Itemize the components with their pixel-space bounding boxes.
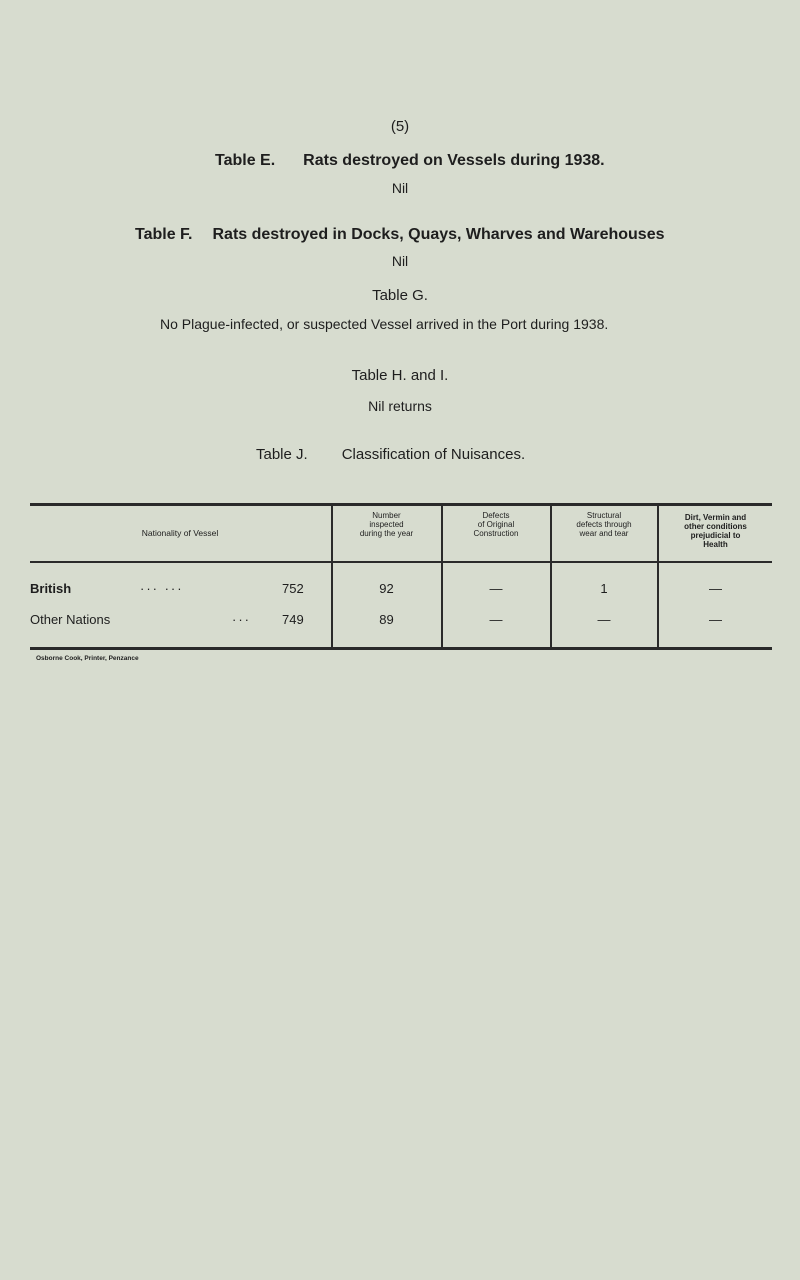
- row-vessel-count: 752: [282, 581, 304, 596]
- row-number-inspected: 92: [379, 581, 394, 596]
- table-f-label: Table F.: [135, 226, 193, 243]
- table-g-text: No Plague-infected, or suspected Vessel arrived in the Port during 1938.: [160, 316, 609, 332]
- row-dirt: —: [709, 612, 722, 627]
- row-leader-dots: ··· ···: [140, 581, 184, 596]
- page-number: (5): [390, 118, 410, 135]
- header-structural: [552, 511, 656, 538]
- header-number: [333, 511, 440, 538]
- header-line: Health: [703, 540, 728, 549]
- header-line: defects through: [576, 520, 632, 529]
- header-defects: [443, 511, 549, 538]
- table-g-label: Table G.: [372, 287, 428, 304]
- table-hi-label: Table H. and I.: [351, 367, 449, 384]
- table-j-title: Classification of Nuisances.: [341, 446, 526, 463]
- header-line: wear and tear: [579, 529, 629, 538]
- row-structural: —: [597, 612, 611, 627]
- table-e-value: Nil: [391, 180, 409, 196]
- header-line: during the year: [359, 529, 414, 538]
- header-nationality: Nationality of Vessel: [141, 528, 219, 538]
- row-leader-dots: ···: [232, 612, 251, 627]
- table-f-heading: [135, 226, 665, 244]
- row-nationality: Other Nations: [30, 612, 111, 627]
- table-j-heading: [256, 446, 525, 463]
- table-e-heading: [215, 152, 605, 170]
- header-line: inspected: [369, 520, 404, 529]
- row-vessel-count: 749: [282, 612, 304, 627]
- table-j-label: Table J.: [256, 446, 308, 463]
- header-line: Structural: [586, 511, 622, 520]
- header-line: Number: [372, 511, 401, 520]
- row-dirt: —: [709, 581, 722, 596]
- table-f-value: Nil: [391, 253, 409, 269]
- row-defects: —: [489, 612, 503, 627]
- table-f-title: Rats destroyed in Docks, Quays, Wharves and Warehouses: [212, 226, 665, 243]
- row-structural: 1: [600, 581, 608, 596]
- printer-imprint: Osborne Cook, Printer, Penzance: [36, 655, 139, 662]
- header-line: Defects: [482, 511, 510, 520]
- table-bottom-rule: [30, 647, 772, 650]
- header-line: other conditions: [684, 522, 747, 531]
- header-line: prejudicial to: [690, 531, 741, 540]
- table-top-rule: [30, 503, 772, 506]
- table-hi-value: Nil returns: [368, 398, 432, 414]
- row-nationality: British: [30, 581, 72, 596]
- header-line: Dirt, Vermin and: [684, 513, 747, 522]
- header-line: of Original: [477, 520, 515, 529]
- header-line: Construction: [473, 529, 519, 538]
- table-header-rule: [30, 561, 772, 563]
- row-number-inspected: 89: [379, 612, 394, 627]
- header-dirt: [659, 513, 772, 549]
- table-e-title: Rats destroyed on Vessels during 1938.: [303, 152, 605, 169]
- table-e-label: Table E.: [215, 152, 276, 169]
- row-defects: —: [489, 581, 503, 596]
